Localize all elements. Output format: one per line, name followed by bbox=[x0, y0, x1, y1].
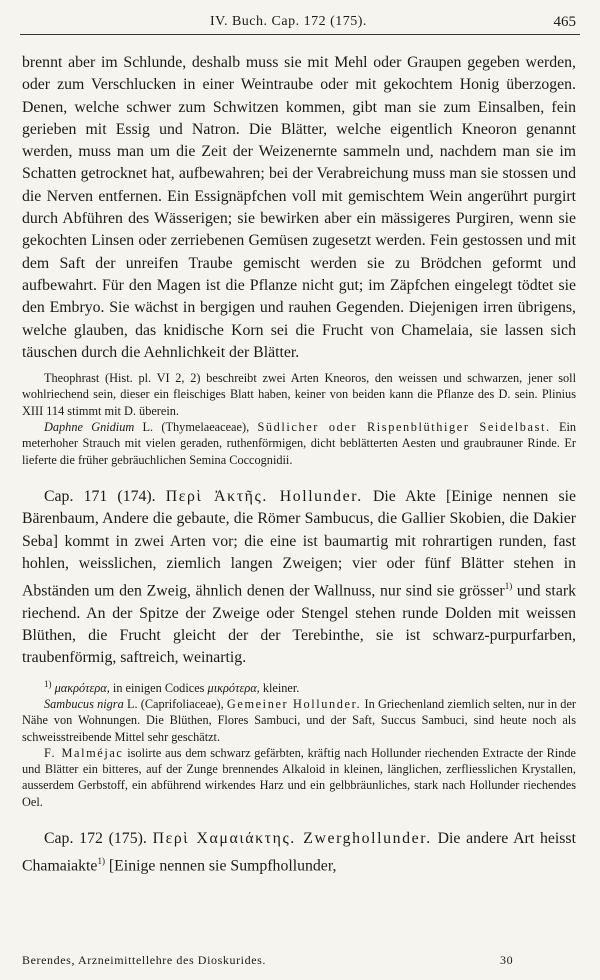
footnote-number: 1) bbox=[44, 678, 52, 689]
greek-title: Περὶ Χαμαιάκτης. bbox=[152, 830, 296, 848]
species-author: L. (Thymelaeaceae), bbox=[134, 420, 258, 435]
footnote-1 bbox=[22, 676, 576, 696]
greek-word: μακρότερα, bbox=[54, 680, 110, 695]
note-text: isolirte aus dem schwarz gefärbten, kräftig nach Hollunder riechenden Extracte der Rinde und Blätter ein bitteres, auf der Zunge brennendes Alkaloid in kleinen, länglichen, zerfliesslichen Krystallen, ausserdem Gerbstoff, ein abführend wirkendes Harz und ein gelbbräunliches, stark nach Hollunder riechendes Oel. bbox=[22, 745, 576, 809]
greek-word-variant: μικρότερα, bbox=[207, 680, 260, 695]
chapter-heading: Cap. 171 (174). bbox=[44, 487, 166, 505]
chapter-171 bbox=[22, 486, 576, 670]
plant-name: Hollunder. bbox=[267, 487, 363, 505]
note-text: Ein meterhoher Strauch mit vielen geraden, ruthenförmigen, dicht beblätterten Aesten und graubrauner Rinde. Er lieferte die früher gebräuchlichen Semina Coccognidii. bbox=[22, 420, 577, 467]
signature-mark: 30 bbox=[500, 953, 514, 967]
note-daphne bbox=[22, 419, 576, 468]
running-title: IV. Buch. Cap. 172 (175). bbox=[210, 14, 367, 29]
author-name: F. Malméjac bbox=[44, 745, 124, 760]
greek-title: Περὶ Ἀκτῆς. bbox=[165, 487, 268, 505]
page-header bbox=[20, 8, 580, 30]
note-text: In Griechenland ziemlich selten, nur in der Nähe von Wohnungen. Die Blüthen, Flores Sambuci, und der Saft, Succus Sambuci, sind heute noch als schweisstreibende Mittel sehr geschätzt. bbox=[22, 696, 577, 744]
chapter-heading: Cap. 172 (175). bbox=[44, 830, 153, 848]
footnote-mark: 1) bbox=[97, 856, 105, 867]
page-body bbox=[22, 52, 576, 878]
chapter-text: Die Akte [Einige nennen sie Bärenbaum, Andere die gebaute, die Römer Sambucus, die Gallier Skobien, die Dakier Seba] kommt in zwei Arten vor; die eine ist baumartig mit rohrartigen runden, fast hohlen, weisslichen, ziemlich langen Zweigen; vier oder fünf Blätter stehen in Abständen um den Zweig, ähnlich denen der Wallnuss, nur sind sie grösser bbox=[22, 487, 576, 600]
species-name: Sambucus nigra bbox=[44, 696, 124, 711]
common-name: Südlicher oder Rispenblüthiger Seidelbast. bbox=[257, 420, 551, 435]
page-number: 465 bbox=[553, 14, 576, 30]
chapter-text-continued: und stark riechend. An der Spitze der Zweige oder Stengel stehen runde Dolden mit weissen Blüthen, die Frucht gleicht der der Terebinthe, sie ist schwarz-purpurfarben, traubenförmig, saftreich, weinartig. bbox=[22, 582, 576, 667]
chapter-172 bbox=[22, 828, 576, 878]
common-name: Gemeiner Hollunder. bbox=[226, 696, 362, 711]
chapter-text-continued: [Einige nennen sie Sumpfhollunder, bbox=[104, 857, 337, 875]
footer-title: Berendes, Arzneimittellehre des Dioskurides. bbox=[22, 953, 267, 967]
main-paragraph: brennt aber im Schlunde, deshalb muss sie mit Mehl oder Graupen gegeben werden, oder zum Verschlucken in einer Weintraube oder mit gekochtem Honig überzogen. Denen, welche schwer zum Schwitzen kommen, gibt man sie zum Einsalben, fein gerieben mit Essig und Natron. Die Blätter, welche eigentlich Kneoron genannt werden, muss man um die Zeit der Weizenernte sammeln und, nachdem man sie im Schatten getrocknet hat, aufbewahren; bei der Verabreichung muss man sie stossen und die Nerven entfernen. Ein Essignäpfchen voll mit gemischtem Wein angerührt purgirt durch Abführen des Wässerigen; sie bewirken aber ein mässigeres Purgiren, wenn sie gekochten Linsen oder zerriebenen Gemüsen zugesetzt werden. Fein gestossen und mit dem Saft der unreifen Traube gemischt werden sie zu Brödchen geformt und aufbewahrt. Für den Magen ist die Pflanze nicht gut; im Zäpfchen eingelegt tödtet sie den Embryo. Sie wächst in bergigen und rauhen Gegenden. Diejenigen irren übrigens, welche glauben, das knidische Korn sei die Frucht von Chamelaia, sie lassen sich täuschen durch die Aehnlichkeit der Blätter. bbox=[22, 54, 576, 361]
note-malmejac bbox=[22, 745, 576, 810]
note-theophrast: Theophrast (Hist. pl. VI 2, 2) beschreibt zwei Arten Kneoros, den weissen und schwarzen, jener soll wohlriechend sein, dieser ein fleischiges Blatt haben, keiner von beiden kann die Pflanze des D. sein. Plinius XIII 114 stimmt mit D. überein. bbox=[22, 371, 576, 418]
footnote-text: in einigen Codices bbox=[109, 680, 208, 695]
note-sambucus bbox=[22, 696, 576, 745]
plant-name: Zwerghollunder. bbox=[295, 830, 432, 848]
header-rule bbox=[20, 34, 580, 35]
footnote-mark: 1) bbox=[504, 581, 513, 592]
species-name: Daphne Gnidium bbox=[44, 420, 135, 435]
page-footer bbox=[22, 953, 576, 968]
footnote-end: kleiner. bbox=[259, 680, 300, 695]
species-author: L. (Caprifoliaceae), bbox=[123, 696, 227, 711]
chapter-text: Die andere Art heisst Chamaiakte bbox=[22, 830, 576, 875]
